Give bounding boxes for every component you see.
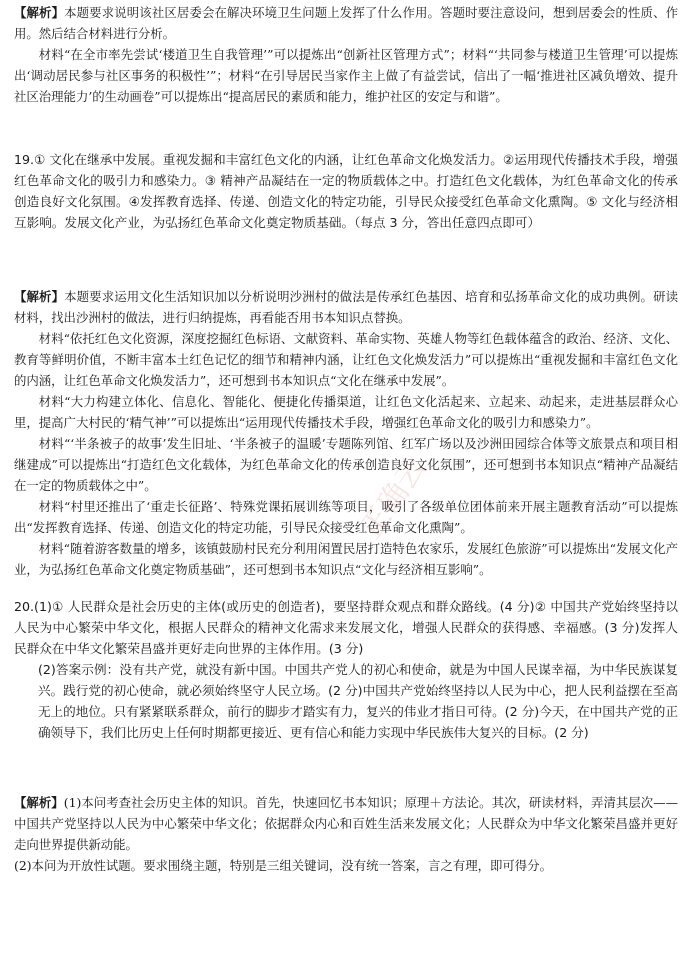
q18-analysis-intro bbox=[14, 2, 678, 44]
q19-analysis-material-4: 材料“村里还推出了‘重走长征路’、特殊党课拓展训练等项目，吸引了各级单位团体前来开展主题教育活动”可以提炼出“发挥教育选择、传递、创造文化的特定功能，引导民众接受红色革命文化熏陶”。 bbox=[14, 499, 678, 535]
q19-analysis-material-5: 材料“随着游客数量的增多，该镇鼓励村民充分利用闲置民居打造特色农家乐，发展红色旅游”可以提炼出“发展文化产业，为弘扬红色革命文化奠定物质基础”，还可想到书本知识点“文化与经济相互影响”。 bbox=[14, 541, 678, 577]
q19-analysis-block bbox=[14, 286, 678, 580]
q18-analysis-material: 材料“在全市率先尝试‘楼道卫生自我管理’”可以提炼出“创新社区管理方式”；材料“‘共同参与楼道卫生管理’可以提炼出‘调动居民参与社区事务的积极性’”；材料“在引导居民当家作主上做了有益尝试，信出了一幅‘推进社区减负增效、提升社区治理能力’的生动画卷”可以提炼出“提高居民的素质和能力，维护社区的安定与和谐”。 bbox=[14, 47, 678, 104]
analysis-tag: 【解析】 bbox=[14, 5, 65, 20]
q19-number: 19. bbox=[14, 152, 35, 167]
q20-answer-part1 bbox=[14, 596, 678, 659]
analysis-tag: 【解析】 bbox=[14, 795, 64, 810]
q20-answer-block bbox=[14, 596, 678, 743]
q19-analysis-intro bbox=[14, 286, 678, 328]
q20-analysis-block bbox=[14, 792, 678, 876]
analysis-tag: 【解析】 bbox=[14, 289, 65, 304]
q19-analysis-material-2: 材料“大力构建立体化、信息化、智能化、便捷化传播渠道，让红色文化活起来、立起来、动起来，走进基层群众心里，提高广大村民的‘精气神’”可以提炼出“运用现代传播技术手段，增强红色革命文化的吸引力和感染力”。 bbox=[14, 394, 678, 430]
q19-analysis-material-1: 材料“依托红色文化资源，深度挖掘红色标语、文献资料、革命实物、英雄人物等红色载体蕴含的政治、经济、文化、教育等鲜明价值，不断丰富本土红色记忆的细节和精神内涵，让红色文化焕发活力”可以提炼出“重视发掘和丰富红色文化的内涵，让红色革命文化焕发活力”，还可想到书本知识点“文化在继承中发展”。 bbox=[14, 331, 678, 388]
q20-analysis-part1-text: (1)本问考查社会历史主体的知识。首先，快速回忆书本知识；原理＋方法论。其次，研读材料，弄清其层次——中国共产党坚持以人民为中心繁荣中华文化；依据群众内心和百姓生活来发展文化；人民群众为中华文化繁荣昌盛并更好走向世界提供新动能。 bbox=[14, 795, 678, 852]
q18-analysis-intro-text: 本题要求说明该社区居委会在解决环境卫生问题上发挥了什么作用。答题时要注意设问，想到居委会的性质、作用。然后结合材料进行分析。 bbox=[14, 5, 679, 41]
q20-analysis-part1 bbox=[14, 792, 678, 855]
q20-part1-text: (1)① 人民群众是社会历史的主体(或历史的创造者)，要坚持群众观点和群众路线。(4 分)② 中国共产党始终坚持以人民为中心繁荣中华文化，根据人民群众的精神文化需求来发展文化，增强人民群众的获得感、幸福感。(3 分)发挥人民群众在中华文化繁荣昌盛并更好走向世界的主体作用。(3 分) bbox=[14, 599, 678, 656]
q19-analysis-material-3: 材料“‘半条被子的故事’发生旧址、‘半条被子的温暖’专题陈列馆、红军广场以及沙洲田园综合体等文旅景点和项目相继建成”可以提炼出“打造红色文化载体，为红色革命文化的传承创造良好文化氛围”，还可想到书本知识点“精神产品凝结在一定的物质载体之中”。 bbox=[14, 436, 678, 493]
q20-answer-part2: (2)答案示例：没有共产党，就没有新中国。中国共产党人的初心和使命，就是为中国人民谋幸福，为中华民族谋复兴。践行党的初心使命，就必须始终坚守人民立场。(2 分)中国共产党始终坚持以人民为中心，把人民利益摆在至高无上的地位。只有紧紧联系群众，前行的脚步才踏实有力，复兴的伟业才指日可待。(2 分)今天，在中国共产党的正确领导下，我们比历史上任何时期都更接近、更有信心和能力实现中华民族伟大复兴的目标。(2 分) bbox=[37, 662, 678, 740]
q19-analysis-intro-text: 本题要求运用文化生活知识加以分析说明沙洲村的做法是传承红色基因、培育和弘扬革命文化的成功典例。研读材料，找出沙洲村的做法，进行归纳提炼，再看能否用书本知识点替换。 bbox=[14, 289, 679, 325]
q20-analysis-part2: (2)本问为开放性试题。要求围绕主题，特别是三组关键词，没有统一答案，言之有理，即可得分。 bbox=[14, 858, 552, 873]
q18-analysis-block bbox=[14, 2, 678, 107]
q19-answer-block bbox=[14, 149, 678, 233]
q19-answer-text: ① 文化在继承中发展。重视发掘和丰富红色文化的内涵，让红色革命文化焕发活力。②运用现代传播技术手段，增强红色革命文化的吸引力和感染力。③ 精神产品凝结在一定的物质载体之中。打造红色文化载体，为红色革命文化的传承创造良好文化氛围。④发挥教育选择、传递、创造文化的特定功能，引导民众接受红色革命文化熏陶。⑤ 文化与经济相互影响。发展文化产业，为弘扬红色革命文化奠定物质基础。（每点 3 分，答出任意四点即可） bbox=[14, 152, 678, 230]
q20-number: 20. bbox=[14, 599, 35, 614]
q19-answer bbox=[14, 149, 678, 233]
watermark-text: 正确云 bbox=[353, 451, 434, 546]
